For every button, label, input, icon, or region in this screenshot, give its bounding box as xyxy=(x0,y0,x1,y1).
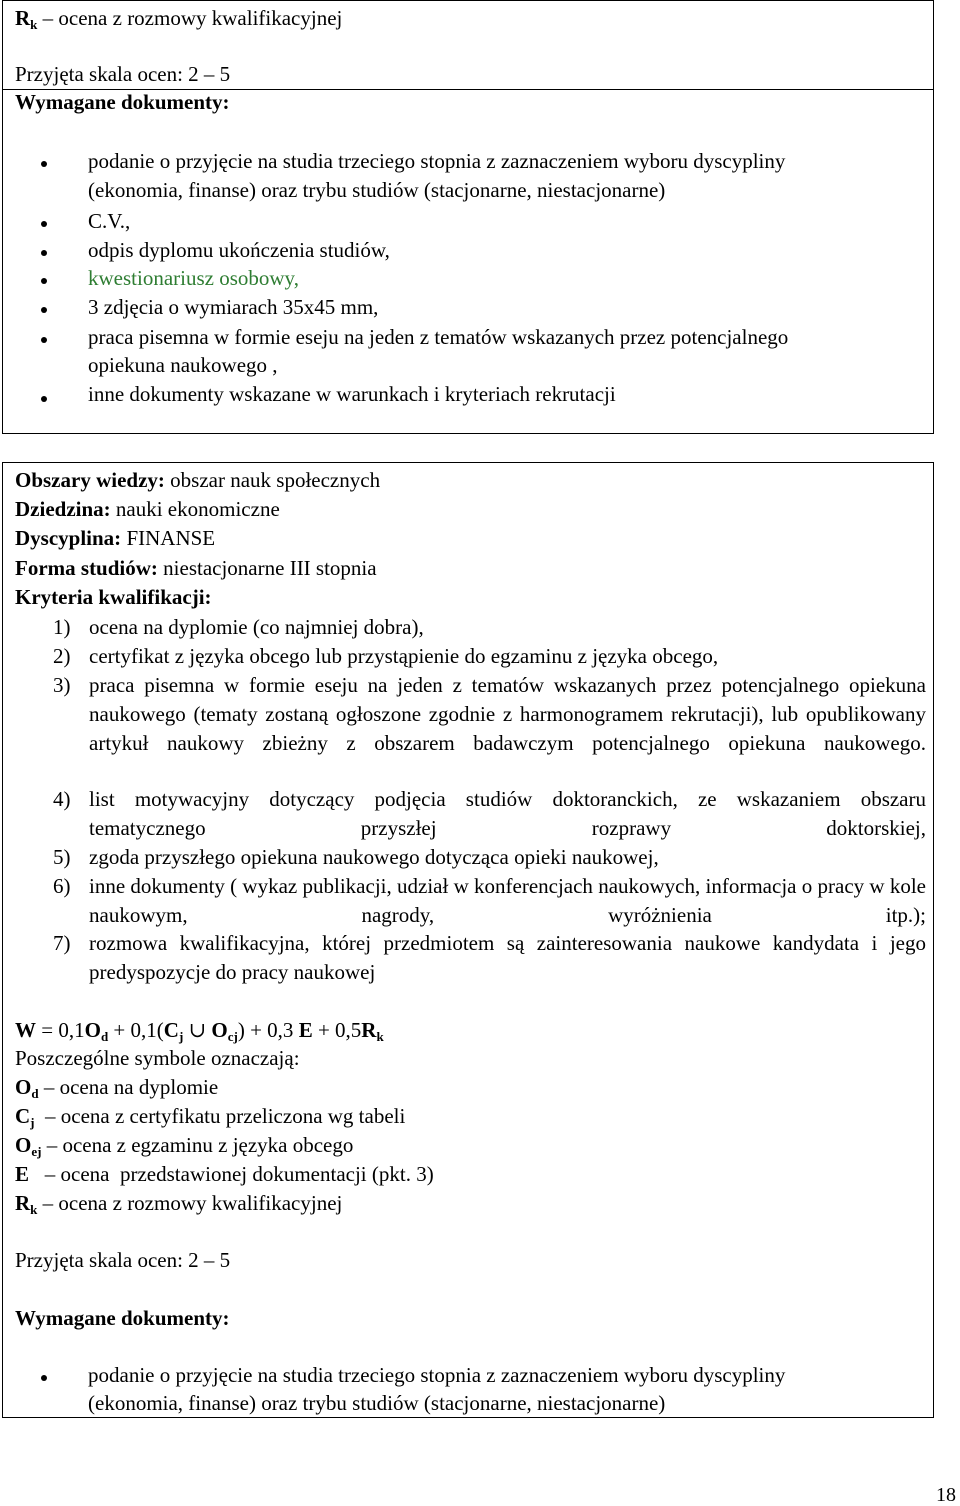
bullet-icon xyxy=(41,337,47,343)
doc-item: kwestionariusz osobowy, xyxy=(88,266,299,290)
criterion-text: list motywacyjny dotyczący podjęcia studiów doktoranckich, ze wskazaniem obszaru tematycznego przyszłej rozprawy doktorskiej, xyxy=(89,787,926,840)
criterion-number: 2) xyxy=(53,644,71,668)
symbol-definition: $R_k$ – ocena z rozmowy kwalifikacyjnej xyxy=(15,1191,343,1217)
doc-item: podanie o przyjęcie na studia trzeciego stopnia z zaznaczeniem wyboru dyscypliny xyxy=(88,149,786,173)
bullet-icon xyxy=(41,250,47,256)
requirements-box-top xyxy=(2,0,934,434)
symbol-definition: $O_d$ – ocena na dyplomie xyxy=(15,1075,219,1101)
criterion-number: 6) xyxy=(53,874,71,898)
doc-item: odpis dyplomu ukończenia studiów, xyxy=(88,238,390,262)
required-docs-header: Wymagane dokumenty: xyxy=(15,1306,230,1330)
doc-item: inne dokumenty wskazane w warunkach i kryteriach rekrutacji xyxy=(88,382,616,406)
doc-item-continuation: (ekonomia, finanse) oraz trybu studiów (stacjonarne, niestacjonarne) xyxy=(88,1391,666,1415)
doc-item-continuation: opiekuna naukowego , xyxy=(88,353,278,377)
discipline: Dyscyplina: FINANSE xyxy=(15,526,216,550)
finanse-program-box xyxy=(2,462,934,1418)
bullet-icon xyxy=(41,307,47,313)
study-mode: Forma studiów: niestacjonarne III stopnia xyxy=(15,556,377,580)
required-docs-header: Wymagane dokumenty: xyxy=(15,90,230,114)
criterion-number: 5) xyxy=(53,845,71,869)
criterion-number: 4) xyxy=(53,787,71,811)
bullet-icon xyxy=(41,221,47,227)
criterion-text: ocena na dyplomie (co najmniej dobra), xyxy=(89,615,424,639)
bullet-icon xyxy=(41,161,47,167)
criterion-text: praca pisemna w formie eseju na jeden z tematów wskazanych przez potencjalnego opiekuna naukowego (tematy zostaną ogłoszone zgodnie z harmonogramem rekrutacji), lub opublikowany artykuł naukowy zbieżny z obszarem badawczym potencjalnego opiekuna naukowego. xyxy=(89,673,926,755)
bullet-icon xyxy=(41,396,47,402)
field-of-knowledge: Obszary wiedzy: obszar nauk społecznych xyxy=(15,468,381,492)
criterion-number: 3) xyxy=(53,673,71,697)
rk-definition: $R_k$ – ocena z rozmowy kwalifikacyjnej xyxy=(15,6,343,32)
criterion-text: zgoda przyszłego opiekuna naukowego dotycząca opieki naukowej, xyxy=(89,845,659,869)
criterion-number: 1) xyxy=(53,615,71,639)
bullet-icon xyxy=(41,278,47,284)
grading-scale: Przyjęta skala ocen: 2 – 5 xyxy=(15,1248,231,1272)
doc-item: 3 zdjęcia o wymiarach 35x45 mm, xyxy=(88,295,379,319)
score-formula: $W = 0,1O_d + 0,1(C_j$ ∪ $O_{cj}) + 0,3$ $E + 0,5R_k$ xyxy=(15,1018,384,1044)
criterion-text: rozmowa kwalifikacyjna, której przedmiotem są zainteresowania naukowe kandydata i jego predyspozycje do pracy naukowej xyxy=(89,931,926,984)
criterion-number: 7) xyxy=(53,931,71,955)
doc-item: podanie o przyjęcie na studia trzeciego stopnia z zaznaczeniem wyboru dyscypliny xyxy=(88,1363,786,1387)
symbol-definition: E – ocena przedstawionej dokumentacji (pkt. 3) xyxy=(15,1162,434,1186)
criterion-text: certyfikat z języka obcego lub przystąpienie do egzaminu z języka obcego, xyxy=(89,644,719,668)
bullet-icon xyxy=(41,1375,47,1381)
symbol-definition: $C_j$ – ocena z certyfikatu przeliczona wg tabeli xyxy=(15,1104,406,1130)
divider xyxy=(3,89,933,90)
doc-item: praca pisemna w formie eseju na jeden z tematów wskazanych przez potencjalnego xyxy=(88,325,789,349)
criterion-text: inne dokumenty ( wykaz publikacji, udział w konferencjach naukowych, informacja o pracy w kole naukowym, nagrody, wyróżnienia itp.); xyxy=(89,874,926,927)
symbols-intro: Poszczególne symbole oznaczają: xyxy=(15,1046,300,1070)
symbol-definition: $O_{ej}$ – ocena z egzaminu z języka obcego xyxy=(15,1133,354,1159)
criteria-header: Kryteria kwalifikacji: xyxy=(15,585,212,609)
page-number: 18 xyxy=(936,1484,956,1506)
doc-item-continuation: (ekonomia, finanse) oraz trybu studiów (stacjonarne, niestacjonarne) xyxy=(88,178,666,202)
doc-item: C.V., xyxy=(88,209,131,233)
grading-scale: Przyjęta skala ocen: 2 – 5 xyxy=(15,62,231,86)
domain: Dziedzina: nauki ekonomiczne xyxy=(15,497,280,521)
